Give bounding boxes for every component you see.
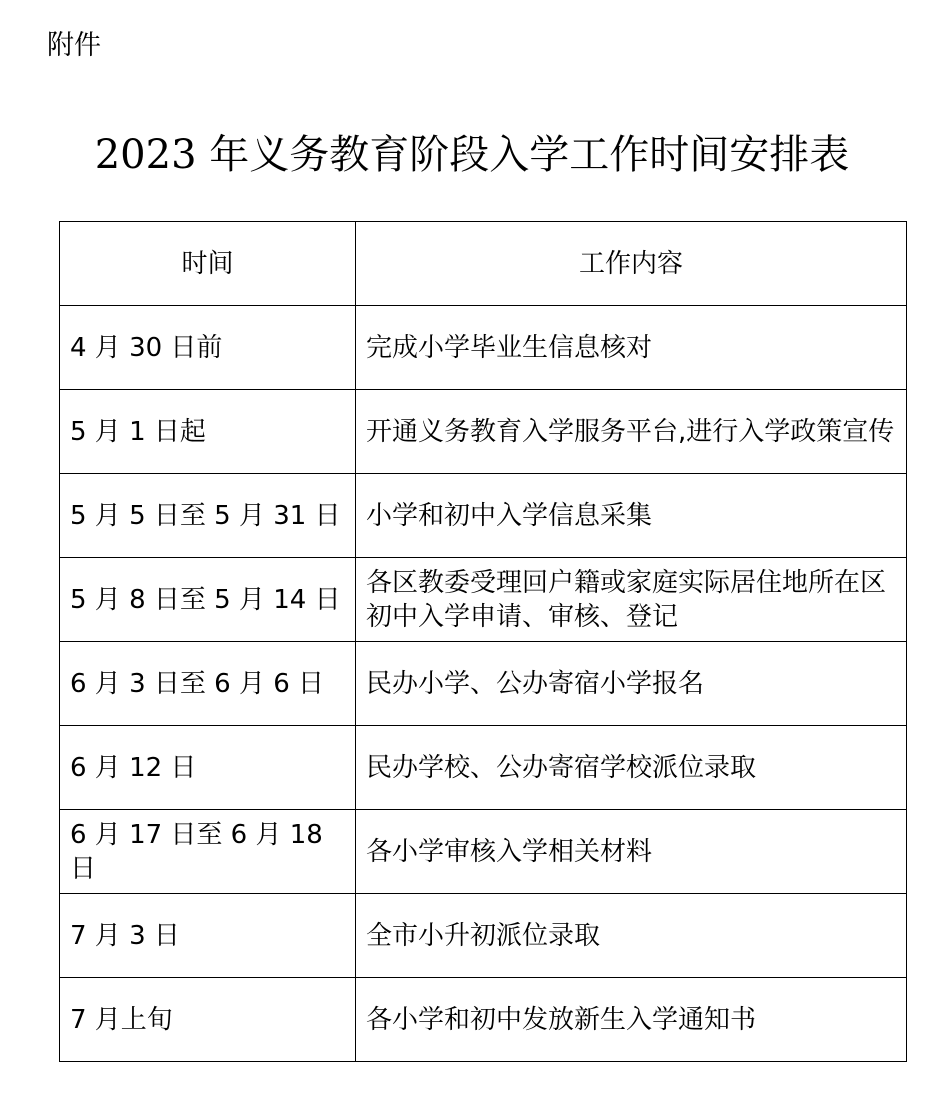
table-row [60, 390, 907, 474]
row-content: 全市小升初派位录取 [356, 894, 907, 978]
table-row [60, 894, 907, 978]
page-title [0, 127, 944, 183]
title-text: 年义务教育阶段入学工作时间安排表 [209, 132, 850, 178]
row-time: 5 月 1 日起 [60, 390, 356, 474]
table-row [60, 474, 907, 558]
row-content: 各区教委受理回户籍或家庭实际居住地所在区初中入学申请、审核、登记 [356, 558, 907, 642]
header-time: 时间 [60, 222, 356, 306]
row-content: 小学和初中入学信息采集 [356, 474, 907, 558]
row-time: 6 月 17 日至 6 月 18 日 [60, 810, 356, 894]
row-time: 6 月 12 日 [60, 726, 356, 810]
header-content: 工作内容 [356, 222, 907, 306]
schedule-table [59, 221, 907, 1062]
row-content: 各小学审核入学相关材料 [356, 810, 907, 894]
table-row [60, 810, 907, 894]
row-content: 完成小学毕业生信息核对 [356, 306, 907, 390]
row-content: 各小学和初中发放新生入学通知书 [356, 978, 907, 1062]
row-time: 6 月 3 日至 6 月 6 日 [60, 642, 356, 726]
row-time: 5 月 8 日至 5 月 14 日 [60, 558, 356, 642]
row-time: 4 月 30 日前 [60, 306, 356, 390]
table-row [60, 642, 907, 726]
row-time: 5 月 5 日至 5 月 31 日 [60, 474, 356, 558]
row-content: 民办学校、公办寄宿学校派位录取 [356, 726, 907, 810]
title-year: 2023 [94, 132, 197, 178]
table-row [60, 978, 907, 1062]
table-header-row [60, 222, 907, 306]
row-time: 7 月 3 日 [60, 894, 356, 978]
row-time: 7 月上旬 [60, 978, 356, 1062]
table-row [60, 726, 907, 810]
row-content: 民办小学、公办寄宿小学报名 [356, 642, 907, 726]
table-row [60, 306, 907, 390]
row-content: 开通义务教育入学服务平台,进行入学政策宣传 [356, 390, 907, 474]
table-row [60, 558, 907, 642]
attachment-label: 附件 [47, 30, 101, 61]
